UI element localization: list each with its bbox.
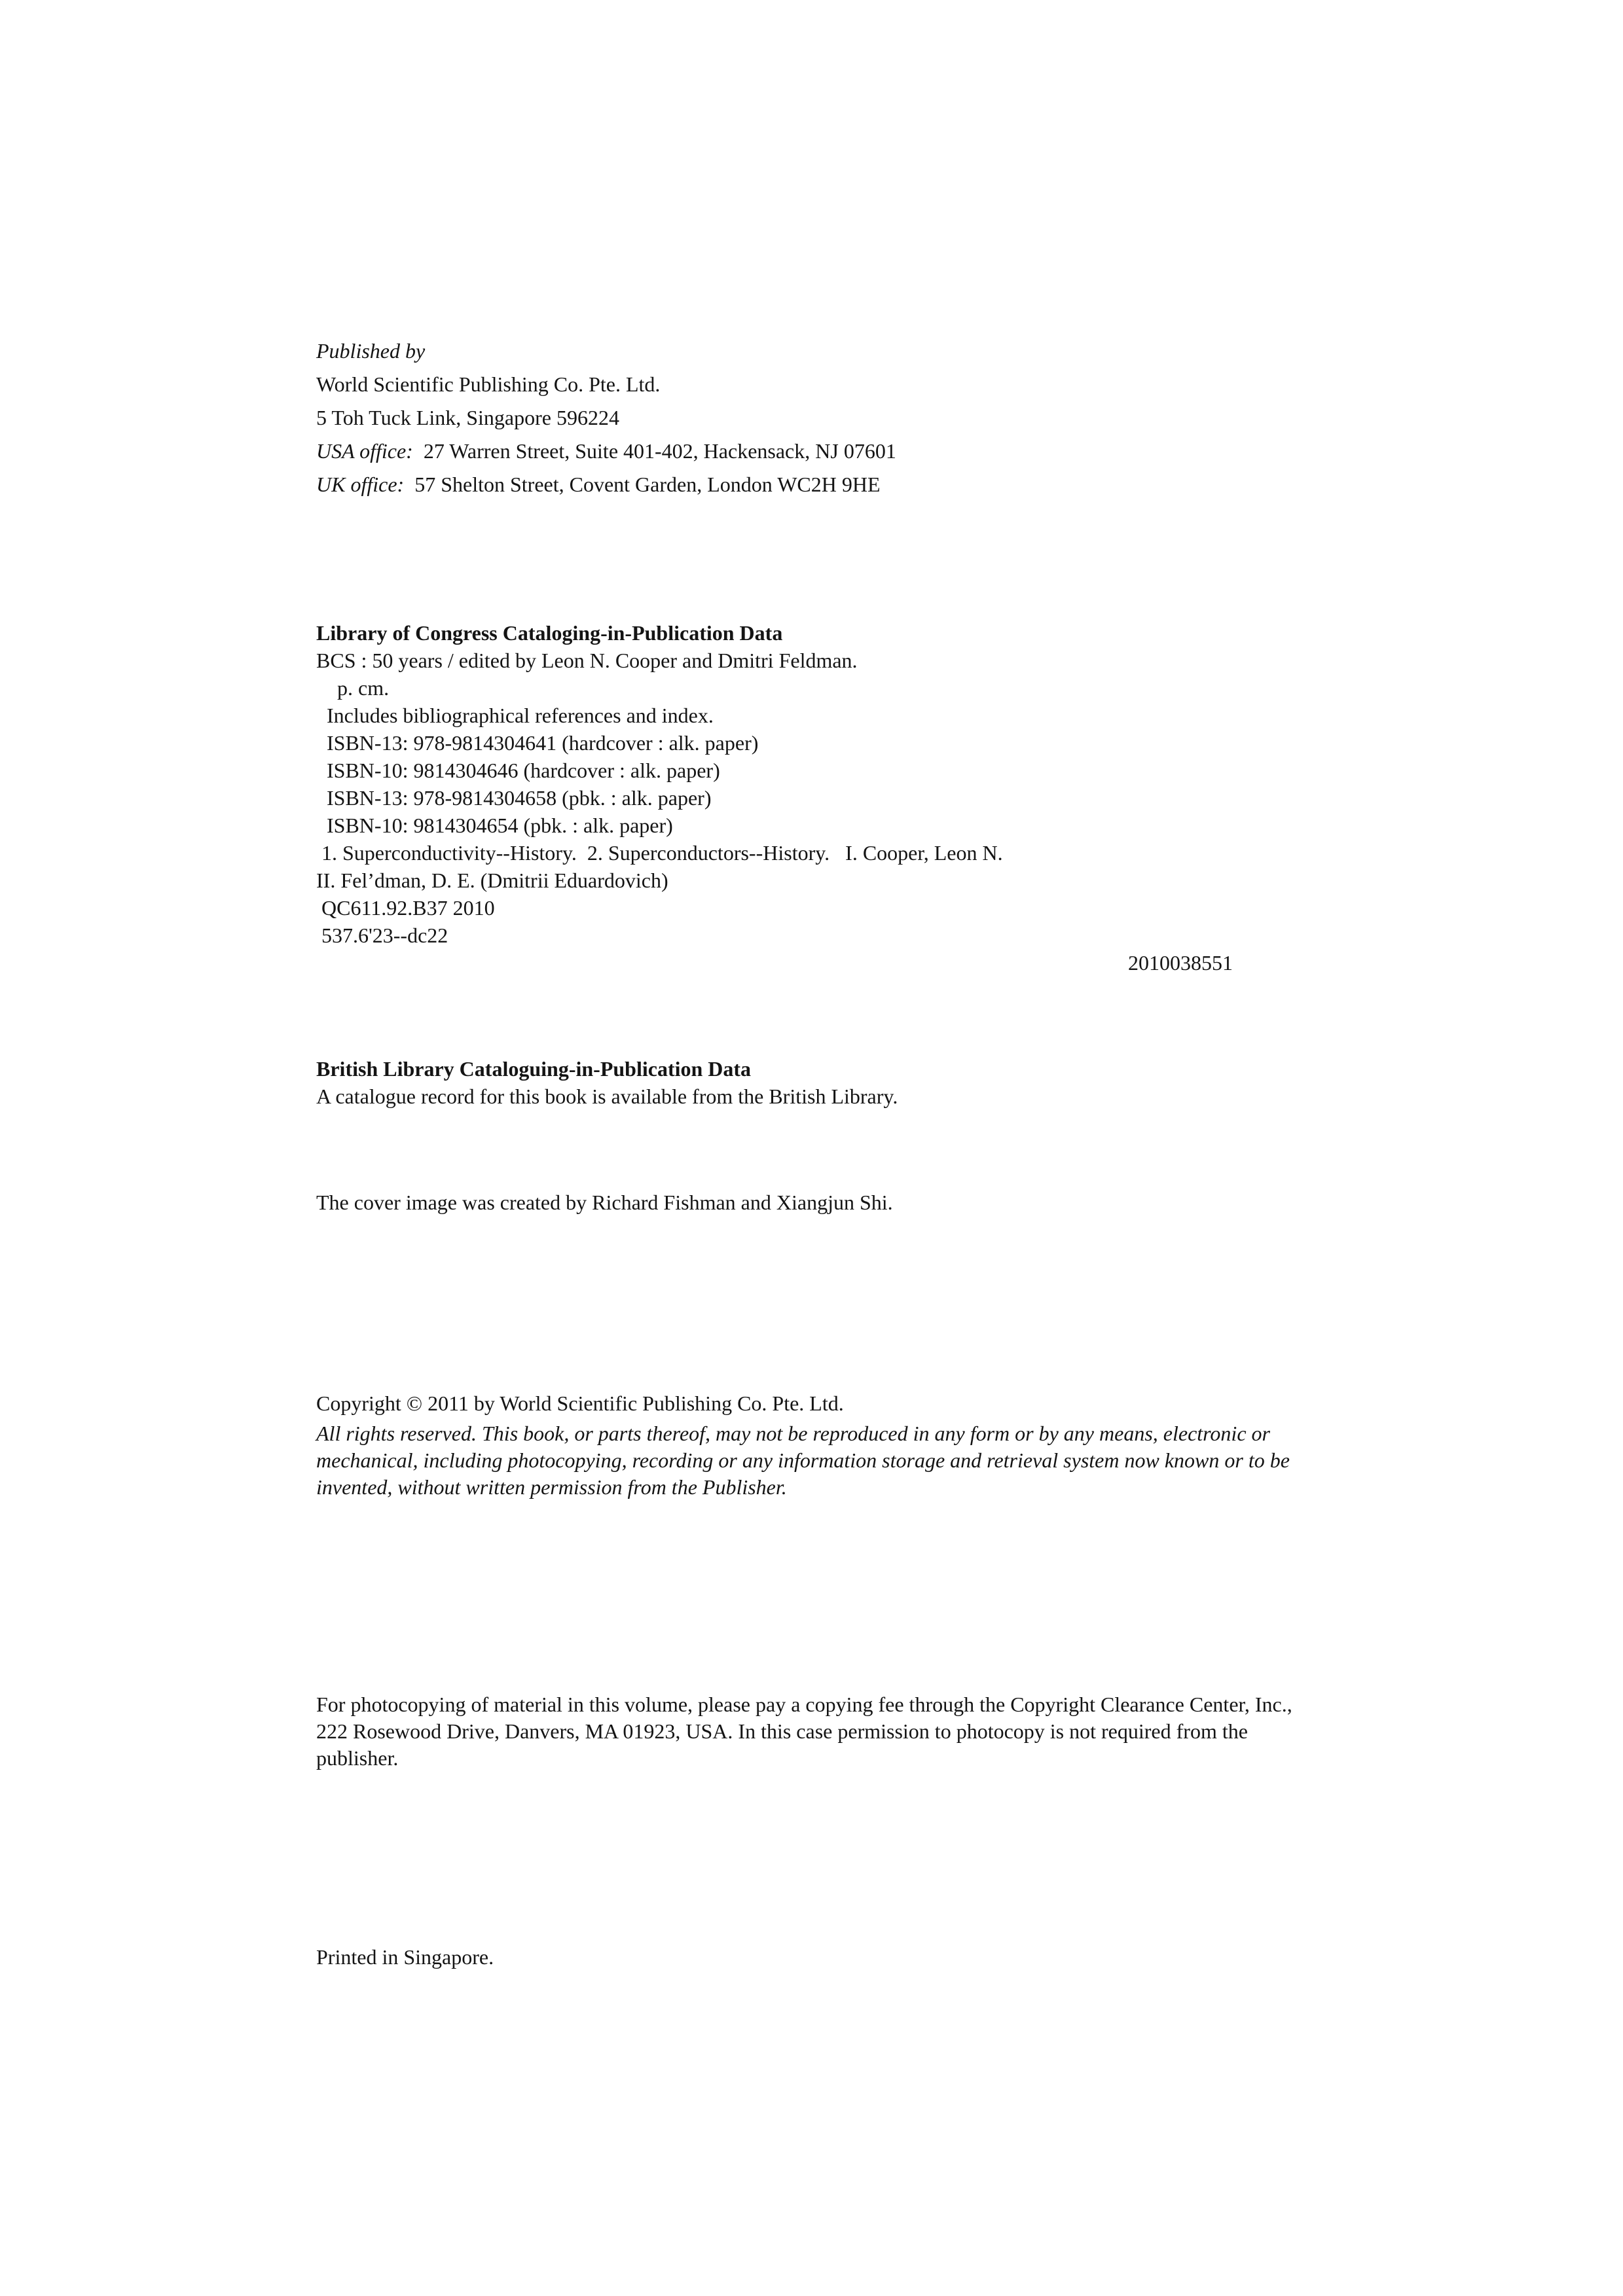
uk-office-address: 57 Shelton Street, Covent Garden, London WC2H 9HE <box>414 473 881 496</box>
loc-line: QC611.92.B37 2010 <box>316 896 495 920</box>
photocopy-block <box>316 1691 1311 1772</box>
copyright-notice: Copyright © 2011 by World Scientific Publishing Co. Pte. Ltd. <box>316 1391 844 1415</box>
cover-credit-block <box>316 1189 893 1216</box>
loc-line: ISBN-10: 9814304654 (pbk. : alk. paper) <box>316 814 673 837</box>
british-library-block <box>316 1055 898 1110</box>
published-by-heading: Published by <box>316 339 426 363</box>
british-library-heading: British Library Cataloguing-in-Publication Data <box>316 1057 752 1081</box>
loc-heading: Library of Congress Cataloging-in-Publication Data <box>316 621 783 645</box>
printed-in: Printed in Singapore. <box>316 1945 494 1969</box>
copyright-block <box>316 1387 1311 1501</box>
uk-office-label: UK office: <box>316 473 405 496</box>
publisher-name: World Scientific Publishing Co. Pte. Ltd. <box>316 372 661 396</box>
printed-in-block <box>316 1943 494 1971</box>
rights-statement: All rights reserved. This book, or parts thereof, may not be reproduced in any form or by any means, electronic or mechanical, including photocopying, recording or any information storage and retrieval system now known or to be invented, without written permission from the Publisher. <box>316 1422 1290 1499</box>
usa-office-line <box>316 435 896 468</box>
loc-line: 1. Superconductivity--History. 2. Superconductors--History. I. Cooper, Leon N. <box>316 841 1003 865</box>
british-library-text: A catalogue record for this book is available from the British Library. <box>316 1085 898 1108</box>
loc-line: ISBN-10: 9814304646 (hardcover : alk. paper) <box>316 759 720 782</box>
loc-line: p. cm. <box>316 676 390 700</box>
usa-office-label: USA office: <box>316 439 413 463</box>
loc-cip-block <box>316 619 1233 977</box>
loc-line: II. Fel’dman, D. E. (Dmitrii Eduardovich) <box>316 869 668 892</box>
photocopy-note: For photocopying of material in this volume, please pay a copying fee through the Copyright Clearance Center, Inc., 222 Rosewood Drive, Danvers, MA 01923, USA. In this case permission to photocopy is not required from the publisher. <box>316 1693 1292 1770</box>
usa-office-address: 27 Warren Street, Suite 401-402, Hackensack, NJ 07601 <box>423 439 896 463</box>
cover-credit: The cover image was created by Richard Fishman and Xiangjun Shi. <box>316 1191 893 1214</box>
loc-line: BCS : 50 years / edited by Leon N. Cooper and Dmitri Feldman. <box>316 649 858 672</box>
loc-line: ISBN-13: 978-9814304658 (pbk. : alk. paper) <box>316 786 712 810</box>
loc-control-number-line <box>316 949 1233 977</box>
uk-office-line <box>316 468 896 501</box>
loc-line: Includes bibliographical references and index. <box>316 704 714 727</box>
publisher-block <box>316 334 896 501</box>
loc-line: 537.6'23--dc22 <box>316 924 448 947</box>
loc-control-number: 2010038551 <box>1128 951 1233 975</box>
loc-line: ISBN-13: 978-9814304641 (hardcover : alk. paper) <box>316 731 759 755</box>
publisher-address: 5 Toh Tuck Link, Singapore 596224 <box>316 406 619 429</box>
